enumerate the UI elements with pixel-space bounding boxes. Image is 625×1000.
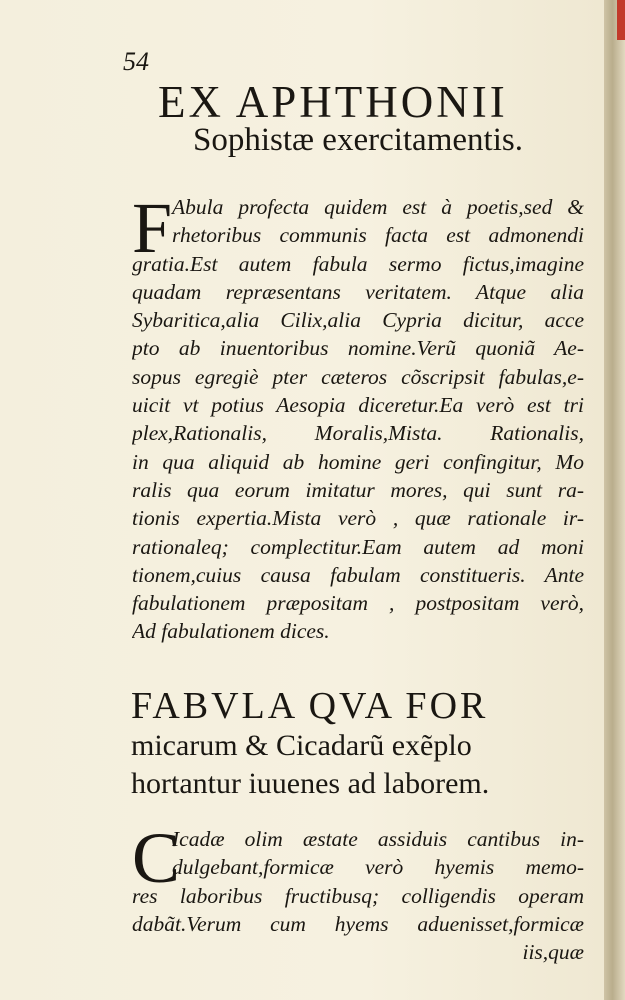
text-line: sopus egregiè pter cæteros cõscripsit fabulas,e-: [132, 364, 584, 389]
text-line: pto ab inuentoribus nomine.Verũ quoniã Ae-: [132, 336, 584, 361]
fable-title-line-3: hortantur iuuenes ad laborem.: [131, 767, 490, 800]
page-number: 54: [123, 47, 149, 76]
heading-line-2: Sophistæ exercitamentis.: [193, 122, 523, 158]
text-line: dabãt.Verum cum hyems aduenisset,formicæ: [132, 911, 584, 936]
text-line: tionem,cuius causa fabulam constitueris. Ante: [132, 562, 584, 587]
gutter-edge-mark: [617, 0, 625, 40]
text-line: quadam repræsentans veritatem. Atque alia: [132, 279, 584, 304]
text-line: Ad fabulationem dices.: [132, 619, 330, 644]
text-line: tionis expertia.Mista verò , quæ rationale ir-: [132, 506, 584, 531]
paragraph-fable: [132, 825, 584, 966]
text-line: res laboribus fructibusq; colligendis operam: [132, 883, 584, 908]
text-line: uicit vt potius Aesopia diceretur.Ea verò est tri: [132, 393, 584, 418]
text-line: Sybaritica,alia Cilix,alia Cypria dicitur, acce: [132, 308, 584, 333]
text-line: fabulationem præpositam , postpositam verò,: [132, 591, 584, 616]
catchword: iis,quæ: [522, 940, 584, 965]
heading-line-1: EX APHTHONII: [158, 77, 508, 127]
text-line: dulgebant,formicæ verò hyemis memo-: [172, 855, 584, 880]
text-line: ralis qua eorum imitatur mores, qui sunt ra-: [132, 477, 584, 502]
text-line: rationaleq; complectitur.Eam autem ad moni: [132, 534, 584, 559]
dropcap-c: C: [132, 818, 181, 898]
text-line: in qua aliquid ab homine geri confingitur, Mo: [132, 449, 584, 474]
text-line: rhetoribus communis facta est admonendi: [172, 223, 584, 248]
text-line: Icadæ olim æstate assiduis cantibus in-: [172, 827, 584, 851]
fable-title-line-2: micarum & Cicadarũ exẽplo: [131, 729, 472, 762]
text-line: plex,Rationalis, Moralis,Mista. Rationalis,: [132, 421, 584, 446]
dropcap-f: F: [132, 188, 173, 268]
paragraph-aphthonius: [132, 188, 584, 646]
text-line: Abula profecta quidem est à poetis,sed &: [172, 195, 584, 219]
page-gutter: [604, 0, 625, 1000]
fable-title-line-1: FABVLA QVA FOR: [131, 685, 489, 727]
text-line: gratia.Est autem fabula sermo fictus,imagine: [132, 251, 584, 276]
